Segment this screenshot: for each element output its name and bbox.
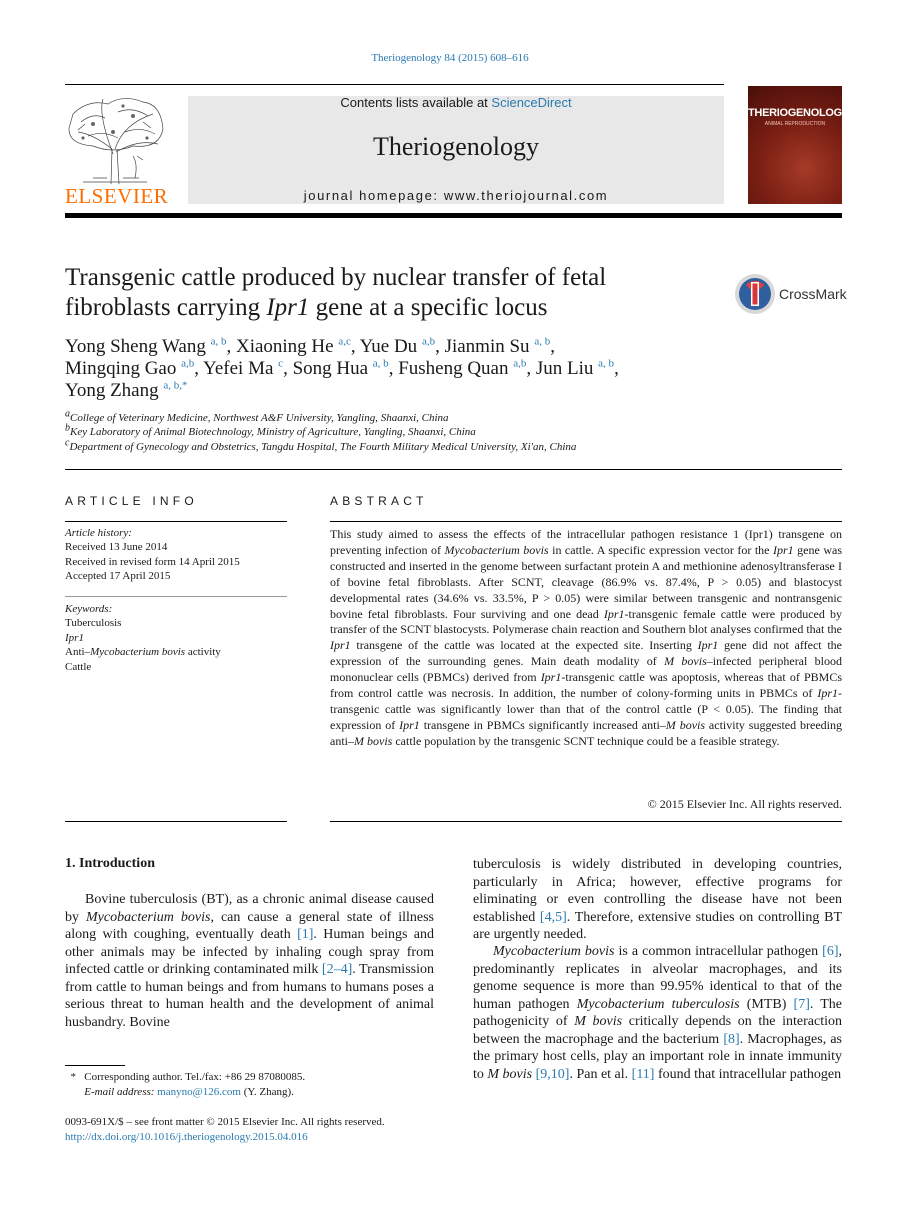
author[interactable]: Yong Zhang $^{a, b,*}$	[65, 379, 188, 401]
article-info-heading: ARTICLE INFO	[65, 494, 198, 508]
citation-link[interactable]: [7]	[793, 996, 810, 1012]
citation-link[interactable]: [2–4]	[321, 962, 353, 977]
abstract-copyright: © 2015 Elsevier Inc. All rights reserved.	[647, 797, 842, 811]
article-title: Transgenic cattle produced by nuclear transfer of fetal fibroblasts carrying Ipr1 gene at a specific locus	[65, 264, 607, 321]
author-list: Yong Sheng Wang $^{a, b}$, Xiaoning He $^{a,c}$, Yue Du $^{a,b}$, Jianmin Su $^{a, b}$, Mingqing Gao $^{a,b}$, Yefei Ma $^c$, Song Hua $^{a, b}$, Fusheng Quan $^{a,b}$, Jun Liu $^{a, b}$, Yong Zhang $^{a, b,*}$	[65, 335, 619, 401]
journal-title: Theriogenology	[372, 132, 540, 161]
affiliation: bKey Laboratory of Animal Biotechnology, Ministry of Agriculture, Yangling, Shaanxi, China	[65, 422, 476, 438]
abstract-bottom-rule	[330, 821, 842, 822]
author[interactable]: Mingqing Gao $^{a,b}$	[65, 357, 195, 379]
issn-line: 0093-691X/$ – see front matter © 2015 Elsevier Inc. All rights reserved.	[65, 1116, 385, 1128]
crossmark-icon[interactable]	[734, 273, 776, 315]
keywords: Keywords: Tuberculosis Ipr1 Anti–Mycobacterium bovis activity Cattle	[65, 602, 287, 674]
journal-cover-image[interactable]	[748, 86, 849, 204]
citation-link[interactable]: [9,10]	[535, 1066, 570, 1082]
corresponding-author-mark: *	[182, 379, 188, 392]
article-info-bottom-rule	[65, 821, 287, 822]
contents-prefix: Contents lists available at	[340, 95, 492, 110]
article-history: Article history: Received 13 June 2014 Received in revised form 14 April 2015 Accepted 17 April 2015	[65, 527, 240, 583]
keyword: Anti–Mycobacterium bovis activity	[65, 646, 221, 659]
article-info-divider	[65, 596, 287, 597]
author[interactable]: Xiaoning He $^{a,c}$	[235, 335, 351, 357]
email-note: E-mail address: manyno@126.com (Y. Zhang).	[84, 1086, 294, 1098]
sciencedirect-link[interactable]: ScienceDirect	[491, 95, 572, 110]
affiliation: cDepartment of Gynecology and Obstetrics, Tangdu Hospital, The Fourth Military Medical University, Xi'an, China	[65, 437, 577, 453]
abstract-body: This study aimed to assess the effects of the intracellular pathogen resistance 1 (Ipr1) transgene on preventing infection of Mycobacterium bovis in cattle. A specific expression vector for the Ipr1 gene was constructed and inserted in the genome between surfactant protein A and methionine adenosyltransferase I of bovine fetal fibroblasts. After SCNT, cleavage (86.9% vs. 87.4%, P > 0.05) and blastocyst developmental rates (34.6% vs. 33.5%, P > 0.05) were similar between transgenic and nontransgenic bovine fetal fibroblasts. Four surviving and one dead Ipr1-transgenic female cattle were produced by transfer of the SCNT blastocysts. Polymerase chain reaction and Southern blot analyses confirmed that the Ipr1 transgene of the cattle was located at the expected site. Inserting Ipr1 gene did not affect the expression of the surrounding genes. Main death modality of M bovis–infected peripheral blood mononuclear cells (PBMCs) derived from Ipr1-transgenic cattle was apoptosis, whereas that of PBMCs from control cattle was necrosis. In addition, the number of colony-forming units in PBMCs of Ipr1-transgenic cattle was significantly lower than that of the control cattle (P < 0.05). The finding that expression of Ipr1 transgene in PBMCs significantly increased anti–M bovis activity suggested breeding anti–M bovis cattle population by the transgenic SCNT technique could be a feasible strategy.	[330, 527, 843, 748]
doi-link[interactable]: http://dx.doi.org/10.1016/j.theriogenology.2015.04.016	[65, 1131, 308, 1143]
author[interactable]: Jianmin Su $^{a, b}$	[444, 335, 551, 357]
keyword: Ipr1	[65, 631, 84, 644]
author[interactable]: Yefei Ma $^c$	[203, 357, 284, 379]
citation-link[interactable]: [8]	[723, 1031, 740, 1047]
citation-link[interactable]: [1]	[297, 927, 314, 942]
author[interactable]: Jun Liu $^{a, b}$	[535, 357, 615, 379]
abstract-rule	[330, 521, 842, 522]
author[interactable]: Fusheng Quan $^{a,b}$	[398, 357, 527, 379]
contents-line	[188, 95, 724, 110]
crossmark-label[interactable]: CrossMark	[779, 286, 847, 302]
intro-paragraph: Bovine tuberculosis (BT), as a chronic animal disease caused by Mycobacterium bovis, can cause a general state of illness along with coughing, eventually death [1]. Human beings and other animals may be infected by inhaling cough spray from infected cattle or drinking contaminated milk [2–4]. Transmission from cattle to human beings and from humans to humans poses a serious threat to human health and the development of animal husbandry. Bovine	[65, 892, 434, 1030]
elsevier-wordmark: ELSEVIER	[65, 184, 169, 208]
introduction-heading: 1. Introduction	[65, 856, 155, 871]
header-thick-rule	[65, 213, 842, 218]
intro-paragraph: Mycobacterium bovis is a common intracellular pathogen [6], predominantly replicates in alveolar macrophages, and its genome sequence is more than 99.95% identical to that of the human pathogen Mycobacterium tuberculosis (MTB) [7]. The pathogenicity of M bovis critically depends on the interaction between the macrophage and the bacterium [8]. Macrophages, as the primary host cells, play an important role in innate immunity to M bovis [9,10]. Pan et al. [11] found that intracellular pathogen	[473, 944, 843, 1082]
article-info-rule	[65, 521, 287, 522]
author[interactable]: Yong Sheng Wang $^{a, b}$	[65, 335, 227, 357]
journal-reference-link[interactable]: Theriogenology 84 (2015) 608–616	[371, 52, 529, 64]
author[interactable]: Yue Du $^{a,b}$	[359, 335, 436, 357]
citation-link[interactable]: [4,5]	[539, 909, 567, 925]
footnote-rule	[65, 1065, 125, 1066]
author[interactable]: Song Hua $^{a, b}$	[292, 357, 389, 379]
keyword: Cattle	[65, 660, 92, 673]
abstract-heading: ABSTRACT	[330, 494, 428, 508]
cover-title: THERIOGENOLOGY	[748, 107, 849, 119]
affiliation: aCollege of Veterinary Medicine, Northwest A&F University, Yangling, Shaanxi, China	[65, 408, 449, 424]
cover-subtitle: ANIMAL REPRODUCTION	[764, 121, 826, 127]
citation-link[interactable]: [6]	[822, 944, 839, 959]
header-rule	[65, 84, 724, 85]
intro-paragraph: tuberculosis is widely distributed in developing countries, particularly in Africa; however, effective programs for eliminating or even controlling the disease have not been established [4,5]. Therefore, extensive studies on controlling BT are urgently needed.	[473, 857, 842, 942]
keyword: Tuberculosis	[65, 617, 122, 630]
citation-link[interactable]: [11]	[631, 1066, 655, 1082]
affiliation-rule	[65, 469, 842, 470]
email-link[interactable]: manyno@126.com	[157, 1086, 241, 1098]
journal-homepage[interactable]: journal homepage: www.theriojournal.com	[303, 188, 609, 203]
corresponding-author-note: * Corresponding author. Tel./fax: +86 29 87080085.	[70, 1071, 306, 1083]
